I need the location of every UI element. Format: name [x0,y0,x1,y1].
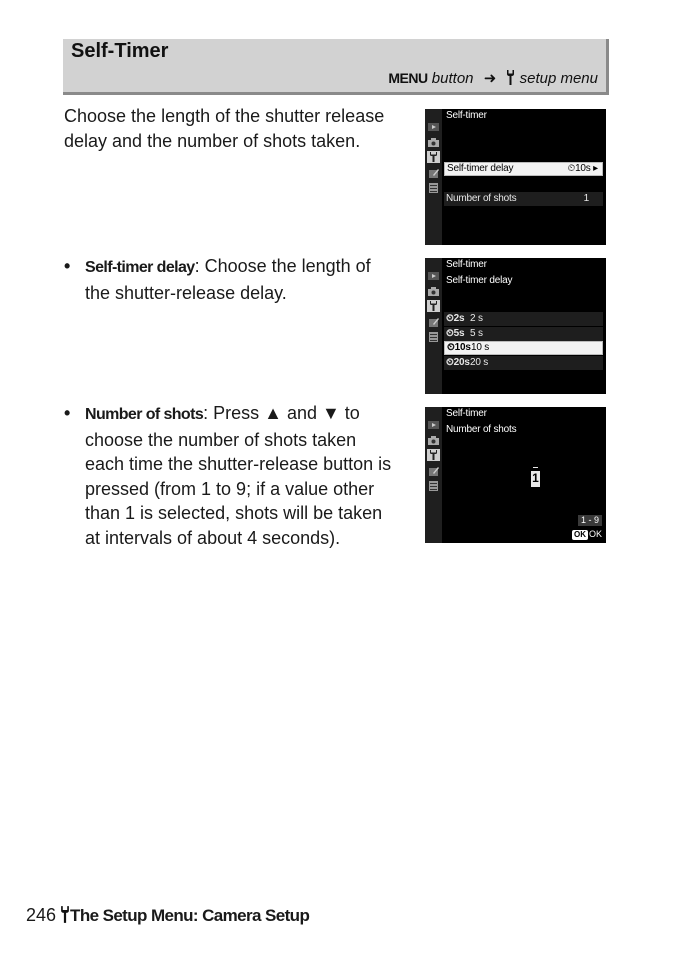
screen-subtitle: Number of shots [446,424,517,435]
section-title: Self-Timer [71,40,169,62]
timer-tag: ⏲5s [446,328,465,339]
intro-line: Choose the length of the shutter release [64,106,385,126]
row-label: Self-timer delay [447,163,514,174]
intro-paragraph [64,104,384,153]
screen-title: Self-timer [446,110,487,121]
wrench-icon [60,906,70,928]
option-label: 20 s [470,357,489,368]
retouch-icon [427,316,440,328]
option-20s[interactable] [444,356,603,370]
playback-icon [427,121,440,133]
my-menu-icon [427,480,440,492]
playback-icon [427,270,440,282]
timer-tag: ⏲2s [446,313,465,324]
menu-path [388,69,598,89]
bullet-dot: • [64,403,71,423]
bullet-keyword: Number of shots [85,406,204,423]
option-label: 5 s [470,328,483,339]
section-header [63,39,609,95]
bullet-dot: • [64,256,71,276]
page-number: 246 [26,905,57,925]
bullet-text: than 1 is selected, shots will be taken [85,503,383,523]
option-label: 2 s [470,313,483,324]
row-label: Number of shots [446,193,517,204]
camera-icon [427,285,440,297]
playback-icon [427,419,440,431]
bullet-text: at intervals of about 4 seconds). [85,527,341,548]
shots-value[interactable]: 1 [532,471,539,485]
bullet-text: : Choose the length of [194,256,371,276]
row-value: ⏲10s ▸ [567,163,598,174]
menu-tab-bar [425,407,442,543]
arrow-icon: ➜ [483,70,497,87]
menu-row-number-of-shots[interactable] [444,192,603,206]
wrench-icon [427,151,440,163]
wrench-icon [506,70,515,89]
camera-screen-self-timer-delay [425,258,606,394]
retouch-icon [427,465,440,477]
menu-tab-bar [425,258,442,394]
menu-tab-bar [425,109,442,245]
camera-icon [427,434,440,446]
wrench-icon [427,449,440,461]
screen-subtitle: Self-timer delay [446,275,513,286]
option-2s[interactable] [444,312,603,326]
option-label: 10 s [471,342,490,353]
menu-button-label: MENU [388,70,428,86]
bullet-text: the shutter-release delay. [85,282,287,303]
bullet-text: choose the number of shots taken [85,429,357,450]
bullet-number-of-shots [64,401,414,550]
bullet-text: pressed (from 1 to 9; if a value other [85,478,375,499]
setup-menu-word: setup menu [519,70,598,87]
retouch-icon [427,167,440,179]
camera-screen-number-of-shots [425,407,606,543]
button-word: button [431,70,474,87]
ok-label: OK [588,529,602,539]
row-value: 1 [583,193,589,204]
screen-title: Self-timer [446,259,487,270]
my-menu-icon [427,182,440,194]
option-5s[interactable] [444,327,603,341]
ok-hint [572,529,602,540]
timer-tag: ⏲20s [446,357,470,368]
bullet-text: each time the shutter-release button is [85,454,392,474]
value-range: 1 - 9 [578,515,602,526]
bullet-text: : Press ▲ and ▼ to [203,403,360,423]
wrench-icon [427,300,440,312]
bullet-self-timer-delay [64,254,404,305]
intro-line: delay and the number of shots taken. [64,130,361,151]
camera-icon [427,136,440,148]
camera-screen-self-timer [425,109,606,245]
screen-title: Self-timer [446,408,487,419]
menu-row-self-timer-delay[interactable] [444,162,603,176]
option-10s[interactable] [444,341,603,355]
footer-title: The Setup Menu: Camera Setup [70,906,310,925]
timer-tag: ⏲10s [447,342,471,353]
my-menu-icon [427,331,440,343]
page-footer [26,905,309,928]
ok-icon: OK [573,530,586,539]
bullet-keyword: Self-timer delay [85,259,195,276]
